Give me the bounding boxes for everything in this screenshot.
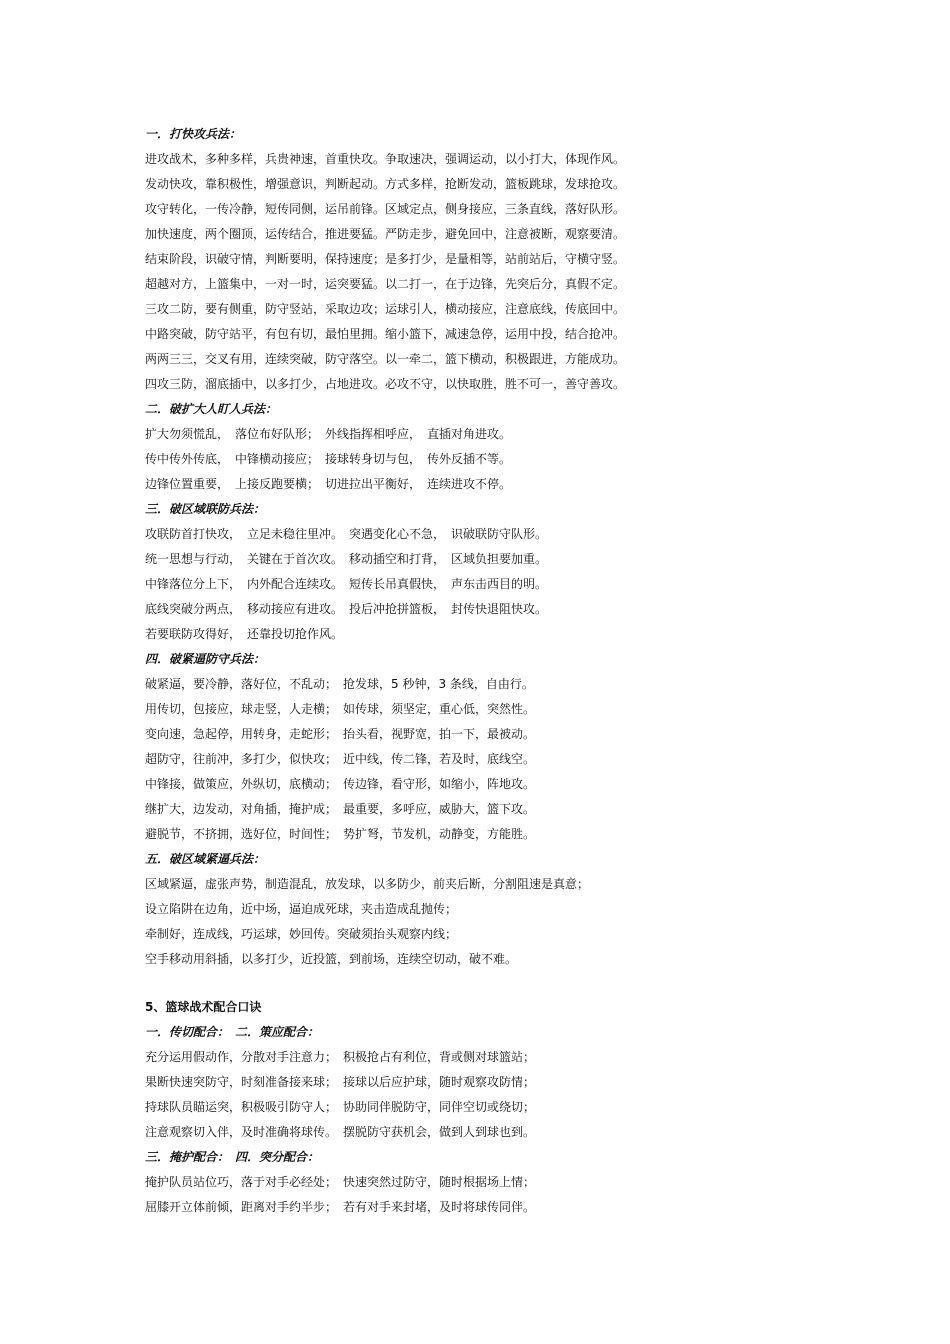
section-break-full-court-press [145, 397, 665, 497]
text-line: 底线突破分两点， 移动接应有进攻。 投后冲抢拼篮板， 封传快退阻快攻。 [145, 602, 548, 616]
text-line: 用传切，包接应，球走竖，人走横； 如传球，须坚定，重心低，突然性。 [145, 702, 536, 716]
section-heading: 三．掩护配合： 四．突分配合： [145, 1150, 320, 1164]
chapter-title: 5、篮球战术配合口诀 [145, 1000, 262, 1014]
section-break-pressing-defense [145, 647, 665, 847]
text-line: 充分运用假动作，分散对手注意力； 积极抢占有利位，背或侧对球篮站； [145, 1050, 536, 1064]
text-line: 中路突破，防守站平，有包有切，最怕里拥。缩小篮下，减速急停，运用中投，结合抢冲。 [145, 327, 626, 341]
text-line: 继扩大，边发动，对角插，掩护成； 最重要，多呼应，威胁大，篮下攻。 [145, 802, 536, 816]
text-line: 发动快攻，靠积极性，增强意识，判断起动。方式多样，抢断发动，篮板跳球，发球抢攻。 [145, 177, 626, 191]
text-line: 加快速度，两个圈顶，运传结合，推进要猛。严防走步，避免回中，注意被断，观察要清。 [145, 227, 626, 241]
text-line: 四攻三防，溜底插中，以多打少，占地进攻。必攻不守，以快取胜，胜不可一，善守善攻。 [145, 377, 626, 391]
text-line: 屈膝开立体前倾，距离对手约半步； 若有对手来封堵，及时将球传同伴。 [145, 1200, 536, 1214]
text-line: 空手移动用斜插，以多打少，近投篮，到前场，连续空切动，破不难。 [145, 952, 518, 966]
section-screen-and-drive [145, 1145, 665, 1220]
text-line: 注意观察切入伴，及时准确将球传。 摆脱防守获机会，做到人到球也到。 [145, 1125, 536, 1139]
text-line: 统一思想与行动， 关键在于首次攻。 移动插空和打背， 区域负担要加重。 [145, 552, 548, 566]
text-line: 传中传外传底， 中锋横动接应； 接球转身切与包， 传外反插不等。 [145, 452, 512, 466]
text-line: 中锋接，做策应，外纵切，底横动； 传边锋，看守形，如缩小，阵地攻。 [145, 777, 536, 791]
section-heading: 一．打快攻兵法： [145, 127, 242, 141]
text-line: 牵制好，连成线，巧运球，妙回传。突破须抬头观察内线； [145, 927, 458, 941]
section-heading: 二．破扩大人盯人兵法： [145, 402, 278, 416]
text-line: 进攻战术，多种多样，兵贵神速，首重快攻。争取速决，强调运动，以小打大，体现作风。 [145, 152, 626, 166]
section-heading: 一．传切配合： 二．策应配合： [145, 1025, 320, 1039]
text-line: 三攻二防，要有侧重，防守竖站，采取边攻；运球引人，横动接应，注意底线，传底回中。 [145, 302, 626, 316]
text-line: 超防守，往前冲，多打少，似快攻； 近中线，传二锋，若及时，底线空。 [145, 752, 536, 766]
text-line: 若要联防攻得好， 还靠投切抢作风。 [145, 627, 344, 641]
text-line: 避脱节，不挤拥，选好位，时间性； 势扩弩，节发机，动静变，方能胜。 [145, 827, 536, 841]
section-pass-cut-and-post [145, 1020, 665, 1145]
text-line: 边锋位置重要， 上接反跑要横； 切进拉出平衡好， 连续进攻不停。 [145, 477, 512, 491]
text-line: 扩大勿须慌乱， 落位布好队形； 外线指挥相呼应， 直插对角进攻。 [145, 427, 512, 441]
section-heading: 三．破区域联防兵法： [145, 502, 266, 516]
text-line: 超越对方，上篮集中，一对一时，运突要猛。以二打一，在于边锋，先突后分，真假不定。 [145, 277, 626, 291]
section-fast-break [145, 122, 665, 397]
text-line: 结束阶段，识破守情，判断要明，保持速度；是多打少，是量相等，站前站后，守横守竖。 [145, 252, 626, 266]
spacer [145, 972, 665, 995]
text-line: 变向速，急起停，用转身，走蛇形； 抬头看，视野宽，拍一下，最被动。 [145, 727, 536, 741]
text-line: 区域紧逼，虚张声势，制造混乱，放发球，以多防少，前夹后断，分割阻速是真意； [145, 877, 590, 891]
text-line: 攻联防首打快攻， 立足未稳往里冲。 突遇变化心不急， 识破联防守队形。 [145, 527, 548, 541]
text-line: 持球队员瞄运突，积极吸引防守人； 协助同伴脱防守，同伴空切或绕切； [145, 1100, 536, 1114]
text-line: 设立陷阱在边角，近中场，逼迫成死球，夹击造成乱抛传； [145, 902, 458, 916]
text-line: 攻守转化，一传冷静，短传同侧，运吊前锋。区域定点，侧身接应，三条直线，落好队形。 [145, 202, 626, 216]
text-line: 掩护队员站位巧，落于对手必经处； 快速突然过防守，随时根据场上情； [145, 1175, 536, 1189]
text-line: 果断快速突防守，时刻准备接来球； 接球以后应护球，随时观察攻防情； [145, 1075, 536, 1089]
text-line: 破紧逼，要冷静，落好位，不乱动； 抢发球，5 秒钟，3 条线，自由行。 [145, 677, 534, 691]
section-break-zone-press [145, 847, 665, 972]
document-page [145, 122, 665, 1220]
text-line: 两两三三，交叉有用，连续突破，防守落空。以一牵二，篮下横动，积极跟进，方能成功。 [145, 352, 626, 366]
section-break-zone-defense [145, 497, 665, 647]
section-heading: 四．破紧逼防守兵法： [145, 652, 266, 666]
text-line: 中锋落位分上下， 内外配合连续攻。 短传长吊真假快， 声东击西目的明。 [145, 577, 548, 591]
section-heading: 五．破区域紧逼兵法： [145, 852, 266, 866]
